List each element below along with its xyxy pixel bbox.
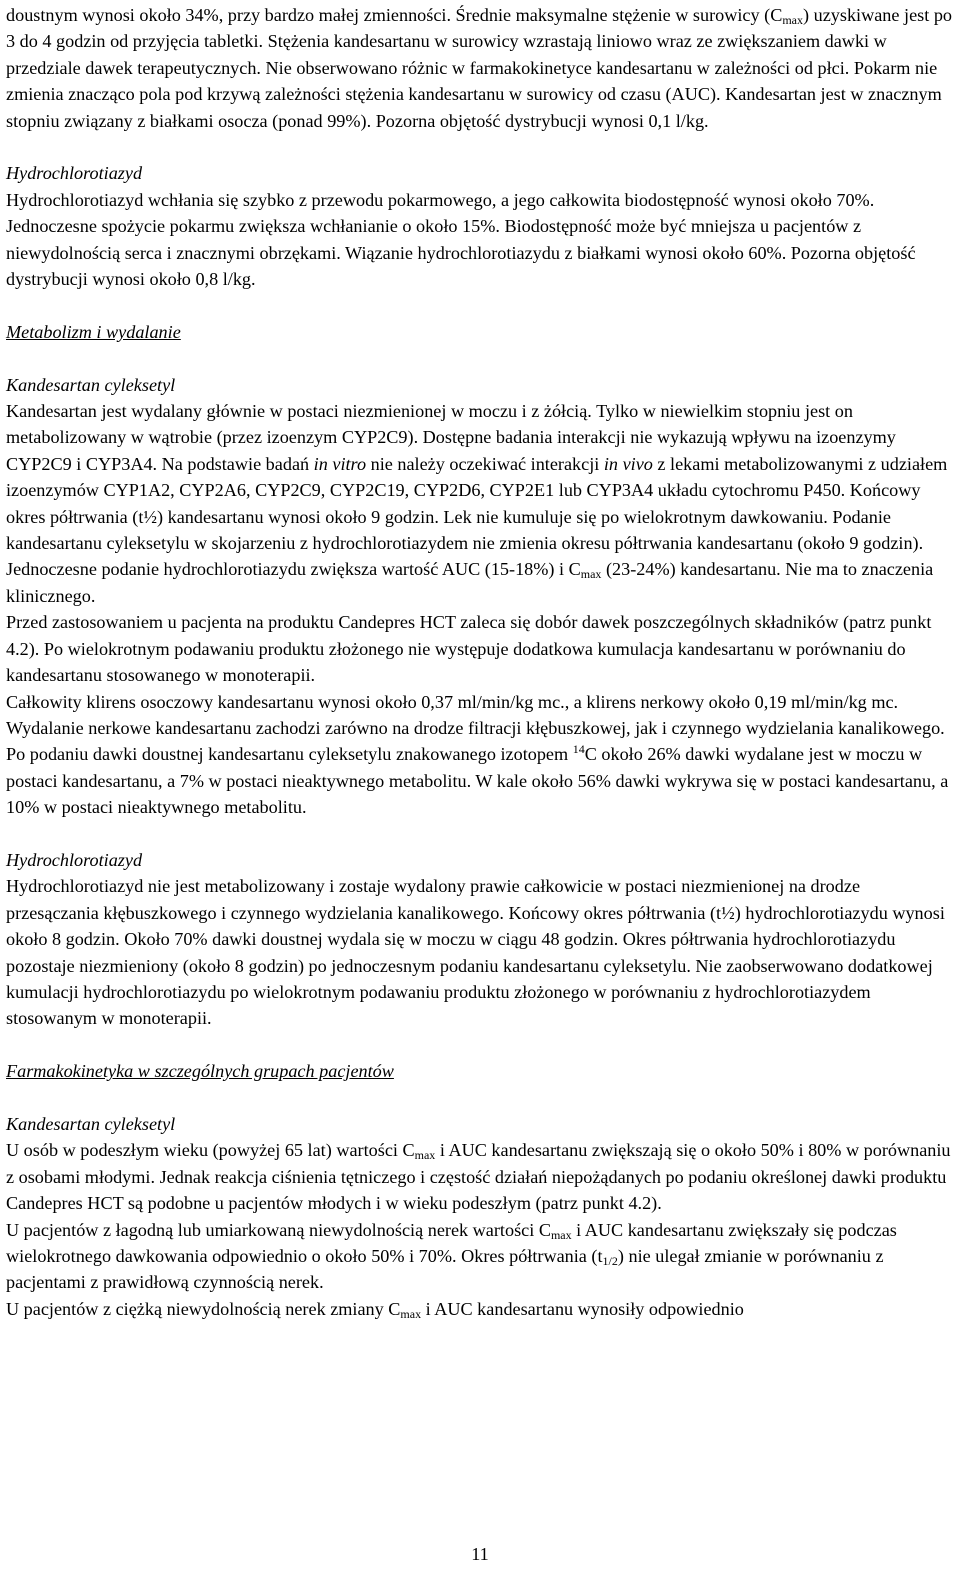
text-run: ) nie ulegał zmianie w porównaniu z pacjentami z prawidłową czynnością nerek.: [6, 1246, 884, 1293]
text-run: Kandesartan jest wydalany głównie w postaci niezmienionej w moczu i z żółcią. Tylko w niewielkim stopniu jest on metabolizowany w wątrobie (przez izoenzym CYP2C9). Dostępne badania interakcji nie wykazują wpływu na izoenzymy CYP2C9 i CYP3A4. Na podstawie badań: [6, 401, 896, 474]
spacer: [6, 134, 954, 160]
spacer: [6, 292, 954, 318]
subscript: max: [400, 1306, 422, 1321]
paragraph-clearance: [6, 689, 954, 821]
paragraph-absorption-hydrochlorothiazide: Hydrochlorotiazyd wchłania się szybko z przewodu pokarmowego, a jego całkowita biodostępność wynosi około 70%. Jednoczesne spożycie pokarmu zwiększa wchłanianie o około 15%. Biodostępność może być mniejsza u pacjentów z niewydolnością serca i znacznymi obrzękami. Wiązanie hydrochlorotiazydu z białkami wynosi około 60%. Pozorna objętość dystrybucji wynosi około 0,8 l/kg.: [6, 189, 916, 290]
subscript: max: [782, 13, 804, 27]
paragraph-dose-selection: Przed zastosowaniem u pacjenta na produktu Candepres HCT zaleca się dobór dawek poszczególnych składników (patrz punkt 4.2). Po wielokrotnym podawaniu produktu złożonego nie występuje dodatkowa kumulacja kandesartanu w porównaniu do kandesartanu stosowanego w monoterapii.: [6, 612, 932, 686]
text-run: U pacjentów z łagodną lub umiarkowaną niewydolnością nerek wartości C: [6, 1219, 551, 1240]
text-run: i AUC kandesartanu zwiększały się podczas wielokrotnego dawkowania odpowiednio o około 50% i 70%. Okres półtrwania (t: [6, 1219, 897, 1266]
paragraph-elimination-hydrochlorothiazide: Hydrochlorotiazyd nie jest metabolizowany i zostaje wydalony prawie całkowicie w postaci niezmienionej na drodze przesączania kłębuszkowego i czynnego wydzielania kanalikowego. Końcowy okres półtrwania (t½) hydrochlorotiazydu wynosi około 8 godzin. Około 70% dawki doustnej wydala się w moczu w ciągu 48 godzin. Okres półtrwania hydrochlorotiazydu pozostaje niezmieniony (około 8 godzin) po jednoczesnym podaniu kandesartanu cyleksetylu. Nie zaobserwowano dodatkowej kumulacji hydrochlorotiazydu po wielokrotnym podawaniu produktu złożonego w porównaniu z hydrochlorotiazydem stosowanym w monoterapii.: [6, 876, 945, 1029]
superscript: 14: [572, 742, 585, 757]
subscript: 1/2: [602, 1254, 618, 1268]
subheading-candesartan-2: Kandesartan cyleksetyl: [6, 1113, 176, 1134]
spacer: [6, 1032, 954, 1058]
paragraph-absorption-candesartan: [6, 2, 954, 134]
text-run: i AUC kandesartanu zwiększają się o około 50% i 80% w porównaniu z osobami młodymi. Jednak reakcja ciśnienia tętniczego i częstość działań niepożądanych po podaniu określonej dawki produktu Candepres HCT są podobne u pacjentów młodych i w wieku podeszłym (patrz punkt 4.2).: [6, 1140, 951, 1214]
text-run: nie należy oczekiwać interakcji: [366, 453, 604, 474]
spacer: [6, 1085, 954, 1111]
paragraph-renal-mild: [6, 1217, 954, 1296]
subheading-hydrochlorothiazide-2: Hydrochlorotiazyd: [6, 849, 143, 870]
subheading-candesartan: Kandesartan cyleksetyl: [6, 374, 176, 395]
text-run: z lekami metabolizowanymi z udziałem izoenzymów CYP1A2, CYP2A6, CYP2C9, CYP2C19, CYP2D6, CYP2E1 lub CYP3A4 układu cytochromu P450. Końcowy okres półtrwania (t½) kandesartanu wynosi około 9 godzin. Lek nie kumuluje się po wielokrotnym dawkowaniu. Podanie kandesartanu cyleksetylu w skojarzeniu z hydrochlorotiazydem nie zmienia okresu półtrwania kandesartanu (około 9 godzin). Jednoczesne podanie hydrochlorotiazydu zwiększa wartość AUC (15-18%) i C: [6, 453, 948, 580]
spacer: [6, 345, 954, 371]
subscript: max: [580, 567, 602, 582]
text-run: U osób w podeszłym wieku (powyżej 65 lat) wartości C: [6, 1140, 415, 1161]
subscript: max: [550, 1227, 572, 1242]
text-run: U pacjentów z ciężką niewydolnością nerek zmiany C: [6, 1298, 401, 1319]
paragraph-elderly: [6, 1137, 954, 1216]
page-number: 11: [471, 1544, 489, 1564]
text-run: doustnym wynosi około 34%, przy bardzo małej zmienności. Średnie maksymalne stężenie w surowicy (C: [6, 5, 783, 25]
italic-term: in vitro: [313, 453, 367, 474]
spacer: [6, 821, 954, 847]
subscript: max: [414, 1148, 436, 1163]
paragraph-renal-severe: [6, 1296, 954, 1322]
text-run: Całkowity klirens osoczowy kandesartanu wynosi około 0,37 ml/min/kg mc., a klirens nerkowy około 0,19 ml/min/kg mc. Wydalanie nerkowe kandesartanu zachodzi zarówno na drodze filtracji kłębuszkowej, jak i czynnego wydzielania kanalikowego. Po podaniu dawki doustnej kandesartanu cyleksetylu znakowanego izotopem: [6, 691, 945, 765]
paragraph-metabolism-candesartan: [6, 398, 954, 609]
text-run: i AUC kandesartanu wynosiły odpowiednio: [421, 1298, 744, 1319]
italic-term: in vivo: [603, 453, 653, 474]
section-heading-special-populations: Farmakokinetyka w szczególnych grupach pacjentów: [6, 1061, 394, 1082]
text-run: ) uzyskiwane jest po 3 do 4 godzin od przyjęcia tabletki. Stężenia kandesartanu w surowicy wzrastają liniowo wraz ze zwiększaniem dawki w przedziale dawek terapeutycznych. Nie obserwowano różnic w farmakokinetyce kandesartanu w zależności od płci. Pokarm nie zmienia znacząco pola pod krzywą zależności stężenia kandesartanu w surowicy od czasu (AUC). Kandesartan jest w znacznym stopniu związany z białkami osocza (ponad 99%). Pozorna objętość dystrybucji wynosi 0,1 l/kg.: [6, 5, 953, 131]
section-heading-metabolism: Metabolizm i wydalanie: [6, 321, 181, 342]
subheading-hydrochlorothiazide: Hydrochlorotiazyd: [6, 163, 143, 184]
text-run: (23-24%) kandesartanu. Nie ma to znaczenia klinicznego.: [6, 559, 934, 606]
text-run: C około 26% dawki wydalane jest w moczu w postaci kandesartanu, a 7% w postaci nieaktywnego metabolitu. W kale około 56% dawki wykrywa się w postaci kandesartanu, a 10% w postaci nieaktywnego metabolitu.: [6, 744, 949, 818]
document-page: [6, 2, 954, 1322]
